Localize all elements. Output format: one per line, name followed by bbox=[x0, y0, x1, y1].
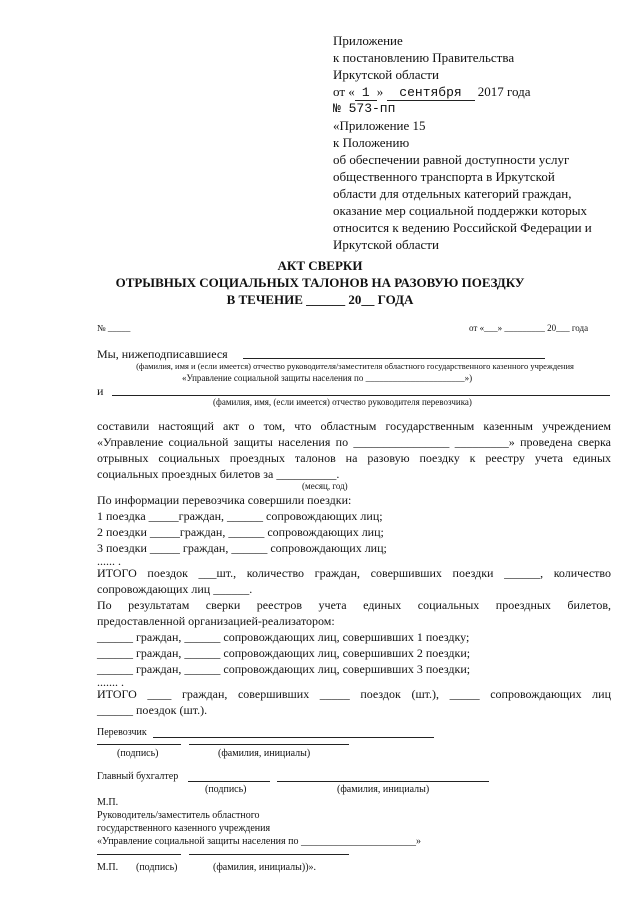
month-hint: (месяц, год) bbox=[302, 481, 348, 491]
carrier-sign-line-2 bbox=[97, 744, 181, 745]
head-sign-line bbox=[97, 854, 181, 855]
appendix-line-8: области для отдельных категорий граждан, bbox=[333, 186, 572, 201]
dots-1: ...... . bbox=[97, 554, 121, 568]
dots-2: ....... . bbox=[97, 675, 124, 689]
p1-line-3: отрывных социальных проездных талонов на разовую поездку к реестру учета единых bbox=[97, 451, 611, 465]
final-mp: М.П. bbox=[97, 862, 119, 873]
carrier-sign-line bbox=[153, 737, 434, 738]
date-day: 1 bbox=[355, 85, 377, 101]
appendix-line-4: «Приложение 15 bbox=[333, 118, 426, 133]
head-line-3: «Управление социальной защиты населения по _______________________» bbox=[97, 836, 421, 847]
appendix-line-7: общественного транспорта в Иркутской bbox=[333, 169, 555, 184]
carrier-head-line bbox=[112, 395, 610, 396]
carrier-name-line bbox=[189, 744, 349, 745]
reconcile-line-2: предоставленной организацией-реализатором: bbox=[97, 614, 335, 628]
undersigned-label: Мы, нижеподписавшиеся bbox=[97, 347, 228, 361]
accountant-sig-hint: (подпись) bbox=[205, 784, 247, 795]
appendix-line-2: к постановлению Правительства bbox=[333, 50, 515, 65]
final-sig-hint: (подпись) bbox=[136, 862, 178, 873]
carrier-intro: По информации перевозчика совершили поездки: bbox=[97, 493, 352, 507]
total2-line-2: ______ поездок (шт.). bbox=[97, 703, 208, 717]
appendix-number: № 573-пп bbox=[333, 101, 396, 116]
carrier-name-hint: (фамилия, инициалы) bbox=[218, 748, 311, 759]
head-line-1: Руководитель/заместитель областного bbox=[97, 810, 260, 821]
act-number: № _____ bbox=[97, 323, 131, 333]
total1-line-1: ИТОГО поездок ___шт., количество граждан, совершивших поездки ______, количество bbox=[97, 566, 611, 580]
and-label: и bbox=[97, 384, 104, 398]
trip-line-1: 1 поездка _____граждан, ______ сопровождающих лиц; bbox=[97, 509, 383, 523]
title-line-3: В ТЕЧЕНИЕ ______ 20__ ГОДА bbox=[226, 292, 414, 307]
p1-line-4: социальных проездных билетов за __________. bbox=[97, 467, 340, 481]
accountant-sign-line bbox=[188, 781, 270, 782]
final-name-hint: (фамилия, инициалы))». bbox=[213, 862, 317, 873]
date-mid: » bbox=[376, 84, 384, 99]
p1-line-1: составили настоящий акт о том, что областным государственным казенным учреждением bbox=[97, 419, 611, 433]
trip-line-3: 3 поездки _____ граждан, ______ сопровождающих лиц; bbox=[97, 541, 387, 555]
mp-stamp-1: М.П. bbox=[97, 797, 119, 808]
appendix-date bbox=[333, 84, 531, 101]
result-line-3: ______ граждан, ______ сопровождающих лиц, совершивших 3 поездки; bbox=[97, 662, 471, 676]
result-line-1: ______ граждан, ______ сопровождающих лиц, совершивших 1 поездку; bbox=[97, 630, 470, 644]
accountant-name-hint: (фамилия, инициалы) bbox=[337, 784, 430, 795]
p1-line-2: «Управление социальной защиты населения по ________________ _________» проведена сверка bbox=[97, 435, 611, 449]
trip-line-2: 2 поездки _____граждан, ______ сопровождающих лиц; bbox=[97, 525, 384, 539]
total2-line-1: ИТОГО ____ граждан, совершивших _____ поездок (шт.), _____ сопровождающих лиц bbox=[97, 687, 611, 701]
carrier-head-hint: (фамилия, имя, (если имеется) отчество руководителя перевозчика) bbox=[213, 397, 472, 407]
total1-line-2: сопровождающих лиц ______. bbox=[97, 582, 253, 596]
title-line-1: АКТ СВЕРКИ bbox=[277, 258, 363, 273]
appendix-line-9: оказание мер социальной поддержки которых bbox=[333, 203, 587, 218]
undersigned-hint-2: «Управление социальной защиты населения по ______________________») bbox=[182, 373, 473, 383]
carrier-label: Перевозчик bbox=[97, 727, 147, 738]
head-name-line bbox=[189, 854, 349, 855]
title-line-2: ОТРЫВНЫХ СОЦИАЛЬНЫХ ТАЛОНОВ НА РАЗОВУЮ ПОЕЗДКУ bbox=[115, 275, 525, 290]
date-prefix: от « bbox=[333, 84, 355, 99]
reconcile-line-1: По результатам сверки реестров учета единых социальных проездных билетов, bbox=[97, 598, 611, 612]
appendix-line-3: Иркутской области bbox=[333, 67, 439, 82]
result-line-2: ______ граждан, ______ сопровождающих лиц, совершивших 2 поездки; bbox=[97, 646, 471, 660]
act-date: от «___» _________ 20___ года bbox=[469, 323, 589, 333]
carrier-sig-hint: (подпись) bbox=[117, 748, 159, 759]
appendix-line-1: Приложение bbox=[333, 33, 403, 48]
accountant-label: Главный бухгалтер bbox=[97, 771, 179, 782]
appendix-line-11: Иркутской области bbox=[333, 237, 439, 252]
undersigned-hint-1: (фамилия, имя и (если имеется) отчество руководителя/заместителя областного государственного казенного учреждения bbox=[136, 361, 574, 371]
date-suffix: 2017 года bbox=[477, 84, 531, 99]
accountant-name-line bbox=[277, 781, 489, 782]
head-line-2: государственного казенного учреждения bbox=[97, 823, 271, 834]
appendix-line-6: об обеспечении равной доступности услуг bbox=[333, 152, 570, 167]
appendix-line-10: относится к ведению Российской Федерации и bbox=[333, 220, 592, 235]
appendix-line-5: к Положению bbox=[333, 135, 410, 150]
undersigned-line bbox=[243, 358, 545, 359]
date-month: сентября bbox=[387, 85, 475, 101]
